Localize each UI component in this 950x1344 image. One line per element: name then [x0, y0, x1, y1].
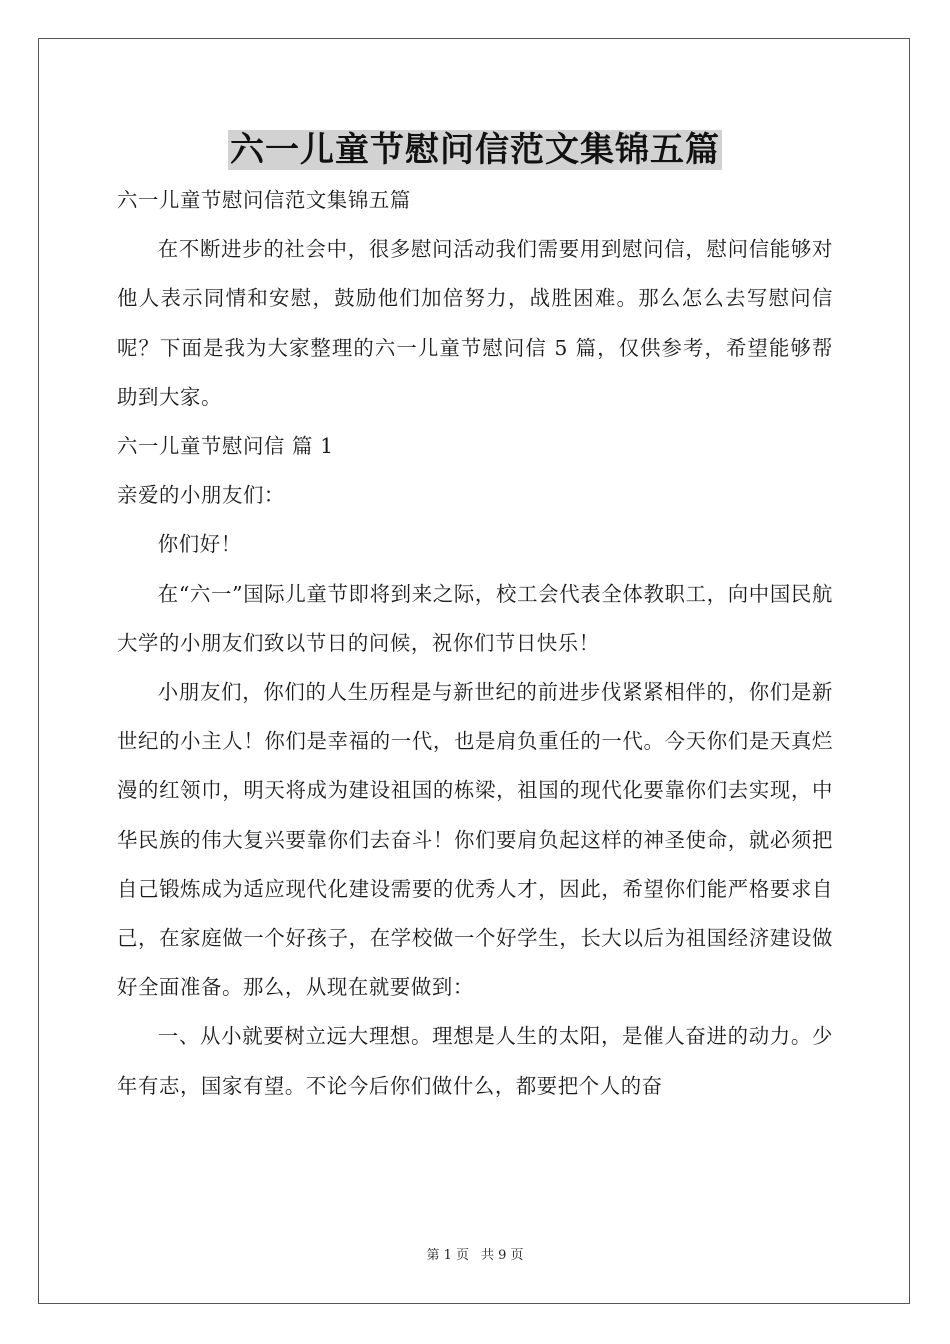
paragraph: 亲爱的小朋友们： — [117, 483, 285, 508]
document-title-text: 六一儿童节慰问信范文集锦五篇 — [230, 130, 720, 170]
paragraph: 一、从小就要树立远大理想。理想是人生的太阳，是催人奋进的动力。少年有志，国家有望。不论今后你们做什么，都要把个人的奋 — [117, 1024, 833, 1098]
page-number: 第 1 页 — [426, 1248, 469, 1263]
page-footer — [0, 1246, 950, 1266]
paragraph: 小朋友们，你们的人生历程是与新世纪的前进步伐紧紧相伴的，你们是新世纪的小主人！你们是幸福的一代，也是肩负重任的一代。今天你们是天真烂漫的红领巾，明天将成为建设祖国的栋梁，祖国的现代化要靠你们去实现，中华民族的伟大复兴要靠你们去奋斗！你们要肩负起这样的神圣使命，就必须把自己锻炼成为适应现代化建设需要的优秀人才，因此，希望你们能严格要求自己，在家庭做一个好孩子，在学校做一个好学生，长大以后为祖国经济建设做好全面准备。那么，从现在就要做到： — [117, 680, 833, 1000]
paragraph: 在不断进步的社会中，很多慰问活动我们需要用到慰问信，慰问信能够对他人表示同情和安慰，鼓励他们加倍努力，战胜困难。那么怎么去写慰问信呢？下面是我为大家整理的六一儿童节慰问信 5 篇，仅供参考，希望能够帮助到大家。 — [117, 237, 833, 409]
paragraph: 在“六一”国际儿童节即将到来之际，校工会代表全体教职工，向中国民航大学的小朋友们致以节日的问候，祝你们节日快乐！ — [117, 581, 833, 655]
document-body — [117, 176, 833, 1111]
document-title — [0, 126, 950, 174]
paragraph: 六一儿童节慰问信范文集锦五篇 — [117, 188, 411, 212]
page-total: 共 9 页 — [481, 1248, 524, 1263]
paragraph: 六一儿童节慰问信 篇 1 — [117, 434, 334, 459]
paragraph: 你们好！ — [157, 532, 242, 557]
